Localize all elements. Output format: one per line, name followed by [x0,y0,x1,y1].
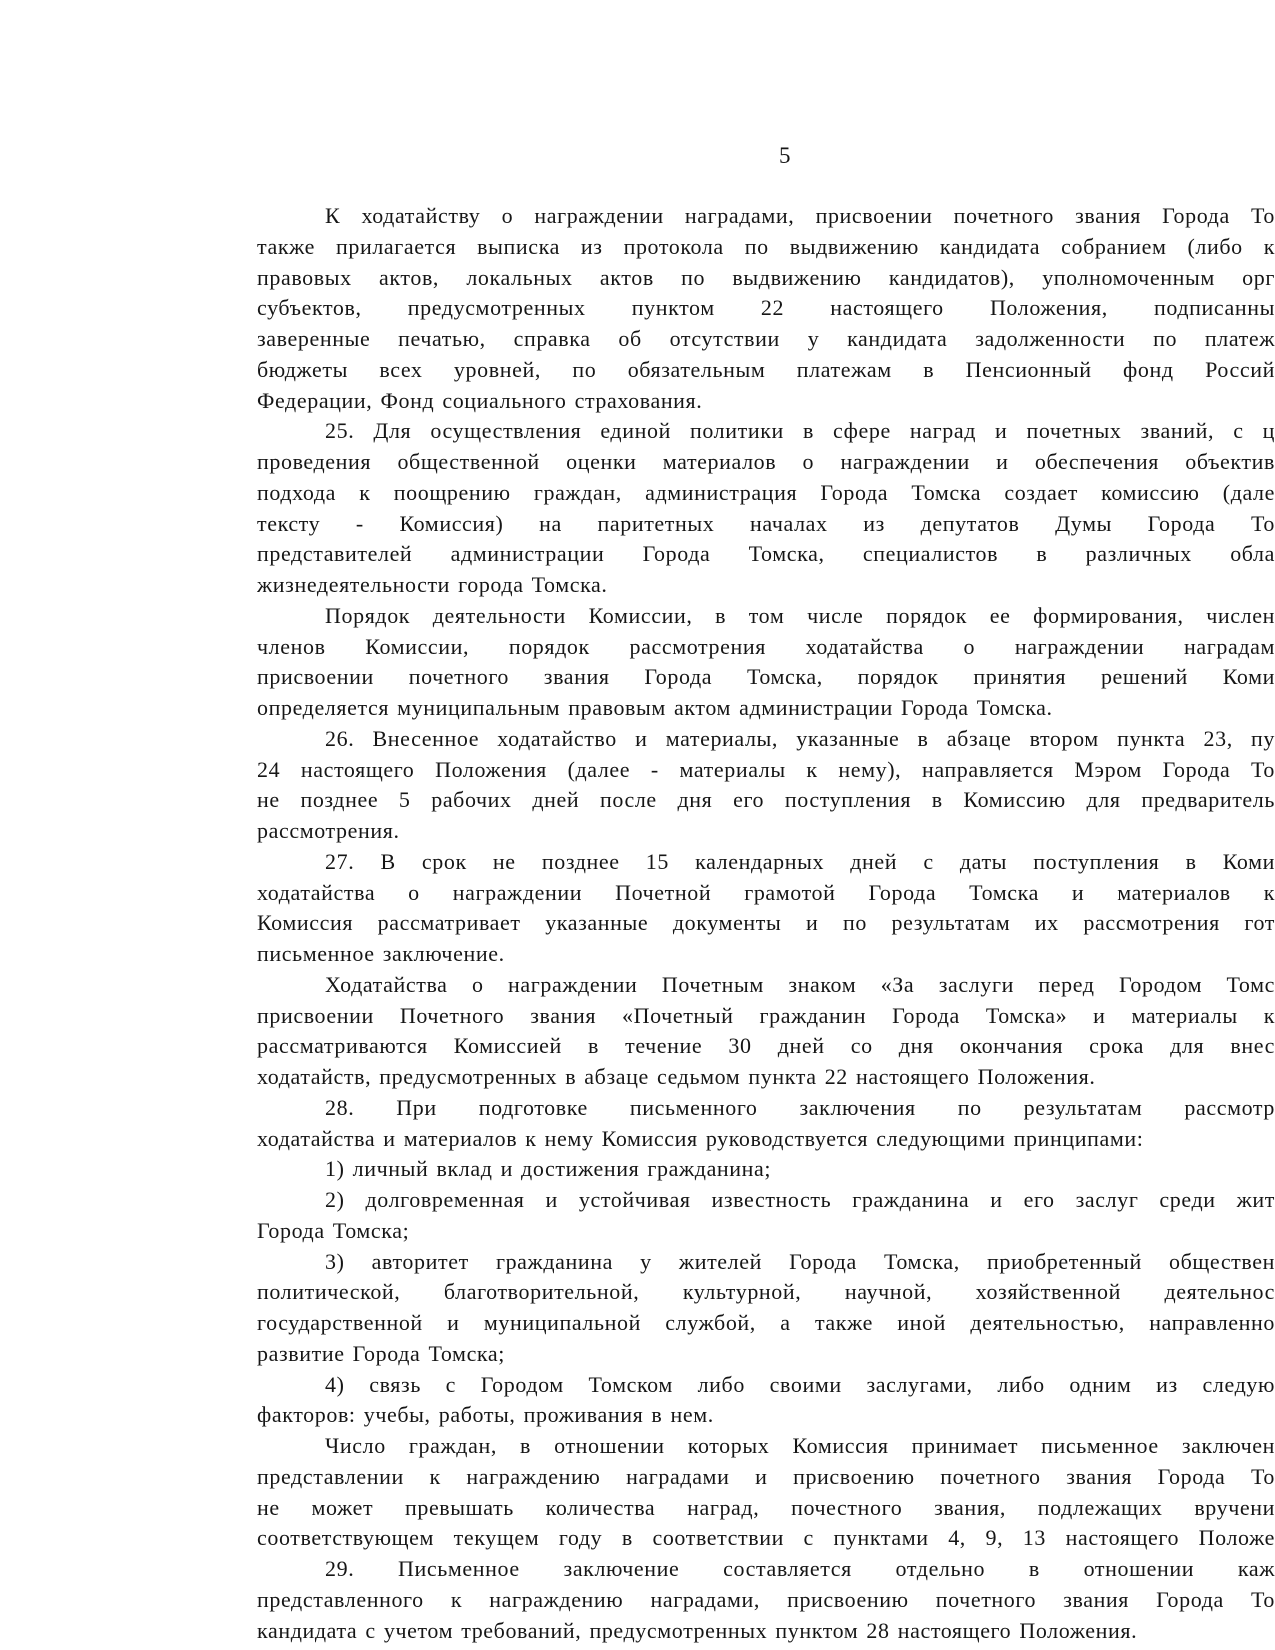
text-line: факторов: учебы, работы, проживания в нем. [257,1402,714,1428]
text-line: 3) авторитет гражданина у жителей Города Томска, приобретенный обществен [325,1248,1275,1274]
text-line: представлении к награждению наградами и присвоению почетного звания Города То [257,1463,1275,1489]
text-line: соответствующем текущем году в соответствии с пунктами 4, 9, 13 настоящего Положе [257,1525,1275,1551]
text-line: К ходатайству о награждении наградами, присвоении почетного звания Города То [325,203,1275,228]
text-line: 27. В срок не позднее 15 календарных дней с даты поступления в Коми [325,848,1275,874]
text-line: кандидата с учетом требований, предусмотренных пунктом 28 настоящего Положения. [257,1617,1138,1643]
text-line: определяется муниципальным правовым актом администрации Города Томска. [257,695,1053,720]
text-line: Число граждан, в отношении которых Комиссия принимает письменное заключен [325,1433,1275,1458]
text-line: присвоении Почетного звания «Почетный гражданин Города Томска» и материалы к [257,1002,1275,1028]
text-line: бюджеты всех уровней, по обязательным платежам в Пенсионный фонд Россий [257,356,1275,382]
text-line: 28. При подготовке письменного заключения по результатам рассмотр [325,1094,1275,1120]
text-line: членов Комиссии, порядок рассмотрения ходатайства о награждении наградам [257,633,1275,659]
text-line: государственной и муниципальной службой, а также иной деятельностью, направленно [257,1310,1275,1335]
text-line: 25. Для осуществления единой политики в сфере наград и почетных званий, с ц [325,418,1275,444]
text-line: субъектов, предусмотренных пунктом 22 настоящего Положения, подписанны [257,295,1275,321]
text-line: 24 настоящего Положения (далее - материалы к нему), направляется Мэром Города То [257,756,1275,782]
text-line: подхода к поощрению граждан, администрация Города Томска создает комиссию (дале [257,479,1275,505]
text-line: также прилагается выписка из протокола по выдвижению кандидата собранием (либо к [257,233,1275,259]
text-line: не может превышать количества наград, почестного звания, подлежащих вручени [257,1494,1275,1520]
text-line: присвоении почетного звания Города Томска, порядок принятия решений Коми [257,664,1275,690]
text-line: рассматриваются Комиссией в течение 30 дней со дня окончания срока для внес [257,1033,1275,1059]
text-line: ходатайства о награждении Почетной грамотой Города Томска и материалов к [257,879,1275,905]
text-line: 1) личный вклад и достижения гражданина; [325,1156,772,1182]
text-line: 29. Письменное заключение составляется отдельно в отношении каж [325,1556,1275,1581]
text-line: тексту - Комиссия) на паритетных началах из депутатов Думы Города То [257,510,1275,536]
document-text [257,201,1275,1646]
text-line: Комиссия рассматривает указанные документы и по результатам их рассмотрения гот [257,910,1275,936]
text-line: письменное заключение. [257,941,505,966]
text-line: заверенные печатью, справка об отсутствии у кандидата задолженности по платеж [257,326,1275,351]
text-line: политической, благотворительной, культурной, научной, хозяйственной деятельнос [257,1279,1275,1305]
page-number: 5 [779,143,791,168]
text-line: жизнедеятельности города Томска. [257,572,608,597]
text-line: правовых актов, локальных актов по выдвижению кандидатов), уполномоченным орг [257,264,1275,290]
text-line: ходатайства и материалов к нему Комиссия руководствуется следующими принципами: [257,1125,1144,1151]
text-line: проведения общественной оценки материалов о награждении и обеспечения объектив [257,449,1275,474]
text-line: представителей администрации Города Томска, специалистов в различных обла [257,541,1275,567]
text-line: 4) связь с Городом Томском либо своими заслугами, либо одним из следую [325,1371,1275,1397]
text-line: не позднее 5 рабочих дней после дня его поступления в Комиссию для предваритель [257,787,1275,813]
text-line: Ходатайства о награждении Почетным знаком «За заслуги перед Городом Томс [325,971,1275,997]
text-line: Федерации, Фонд социального страхования. [257,387,703,413]
text-line: Города Томска; [257,1217,410,1243]
text-line: рассмотрения. [257,818,400,843]
text-line: ходатайств, предусмотренных в абзаце седьмом пункта 22 настоящего Положения. [257,1064,1096,1089]
text-line: представленного к награждению наградами, присвоению почетного звания Города То [257,1586,1275,1612]
text-line: Порядок деятельности Комиссии, в том числе порядок ее формирования, числен [325,602,1275,628]
text-line: 26. Внесенное ходатайство и материалы, указанные в абзаце втором пункта 23, пу [325,725,1275,751]
text-line: развитие Города Томска; [257,1340,505,1366]
text-line: 2) долговременная и устойчивая известность гражданина и его заслуг среди жит [325,1187,1275,1212]
